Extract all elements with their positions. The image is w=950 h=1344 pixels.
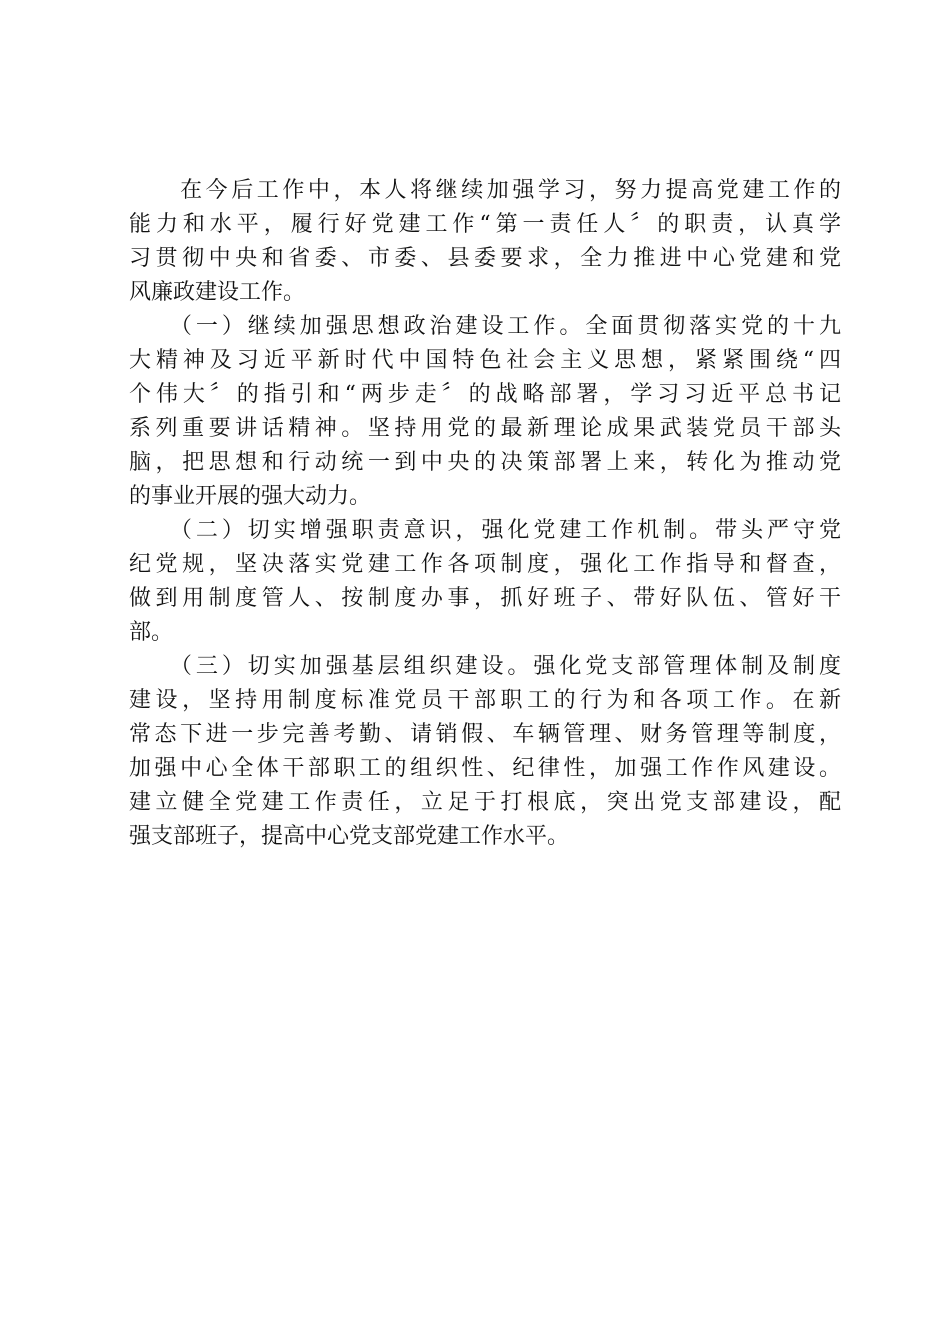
paragraph-section-2 [129,514,841,650]
paragraph-section-3 [129,650,841,854]
text-line: 大精神及习近平新时代中国特色社会主义思想，紧紧围绕“四 [129,348,841,373]
text-line: 加强中心全体干部职工的组织性、纪律性，加强工作作风建设。 [129,756,841,781]
text-line: 部。 [129,620,174,645]
text-line: 在今后工作中，本人将继续加强学习，努力提高党建工作的 [129,178,841,203]
paragraph-section-1 [129,310,841,514]
text-line: 建立健全党建工作责任，立足于打根底，突出党支部建设，配 [129,790,841,815]
document-body [129,174,841,854]
text-line: 纪党规，坚决落实党建工作各项制度，强化工作指导和督查， [129,552,841,577]
text-line: 系列重要讲话精神。坚持用党的最新理论成果武装党员干部头 [129,416,841,441]
text-line: 做到用制度管人、按制度办事，抓好班子、带好队伍、管好干 [129,586,841,611]
text-line: 习贯彻中央和省委、市委、县委要求，全力推进中心党建和党 [129,246,841,271]
paragraph-intro [129,174,841,310]
text-line: 常态下进一步完善考勤、请销假、车辆管理、财务管理等制度， [129,722,841,747]
text-line: 能力和水平，履行好党建工作“第一责任人〞的职责，认真学 [129,212,841,237]
text-line: （一）继续加强思想政治建设工作。全面贯彻落实党的十九 [129,314,841,339]
text-line: （三）切实加强基层组织建设。强化党支部管理体制及制度 [129,654,841,679]
text-line: 脑，把思想和行动统一到中央的决策部署上来，转化为推动党 [129,450,841,475]
text-line: 建设，坚持用制度标准党员干部职工的行为和各项工作。在新 [129,688,841,713]
text-line: 强支部班子，提高中心党支部党建工作水平。 [129,824,570,849]
text-line: 个伟大〞的指引和“两步走〞的战略部署，学习习近平总书记 [129,382,841,407]
text-line: （二）切实增强职责意识，强化党建工作机制。带头严守党 [129,518,841,543]
text-line: 的事业开展的强大动力。 [129,484,372,509]
text-line: 风廉政建设工作。 [129,280,306,305]
